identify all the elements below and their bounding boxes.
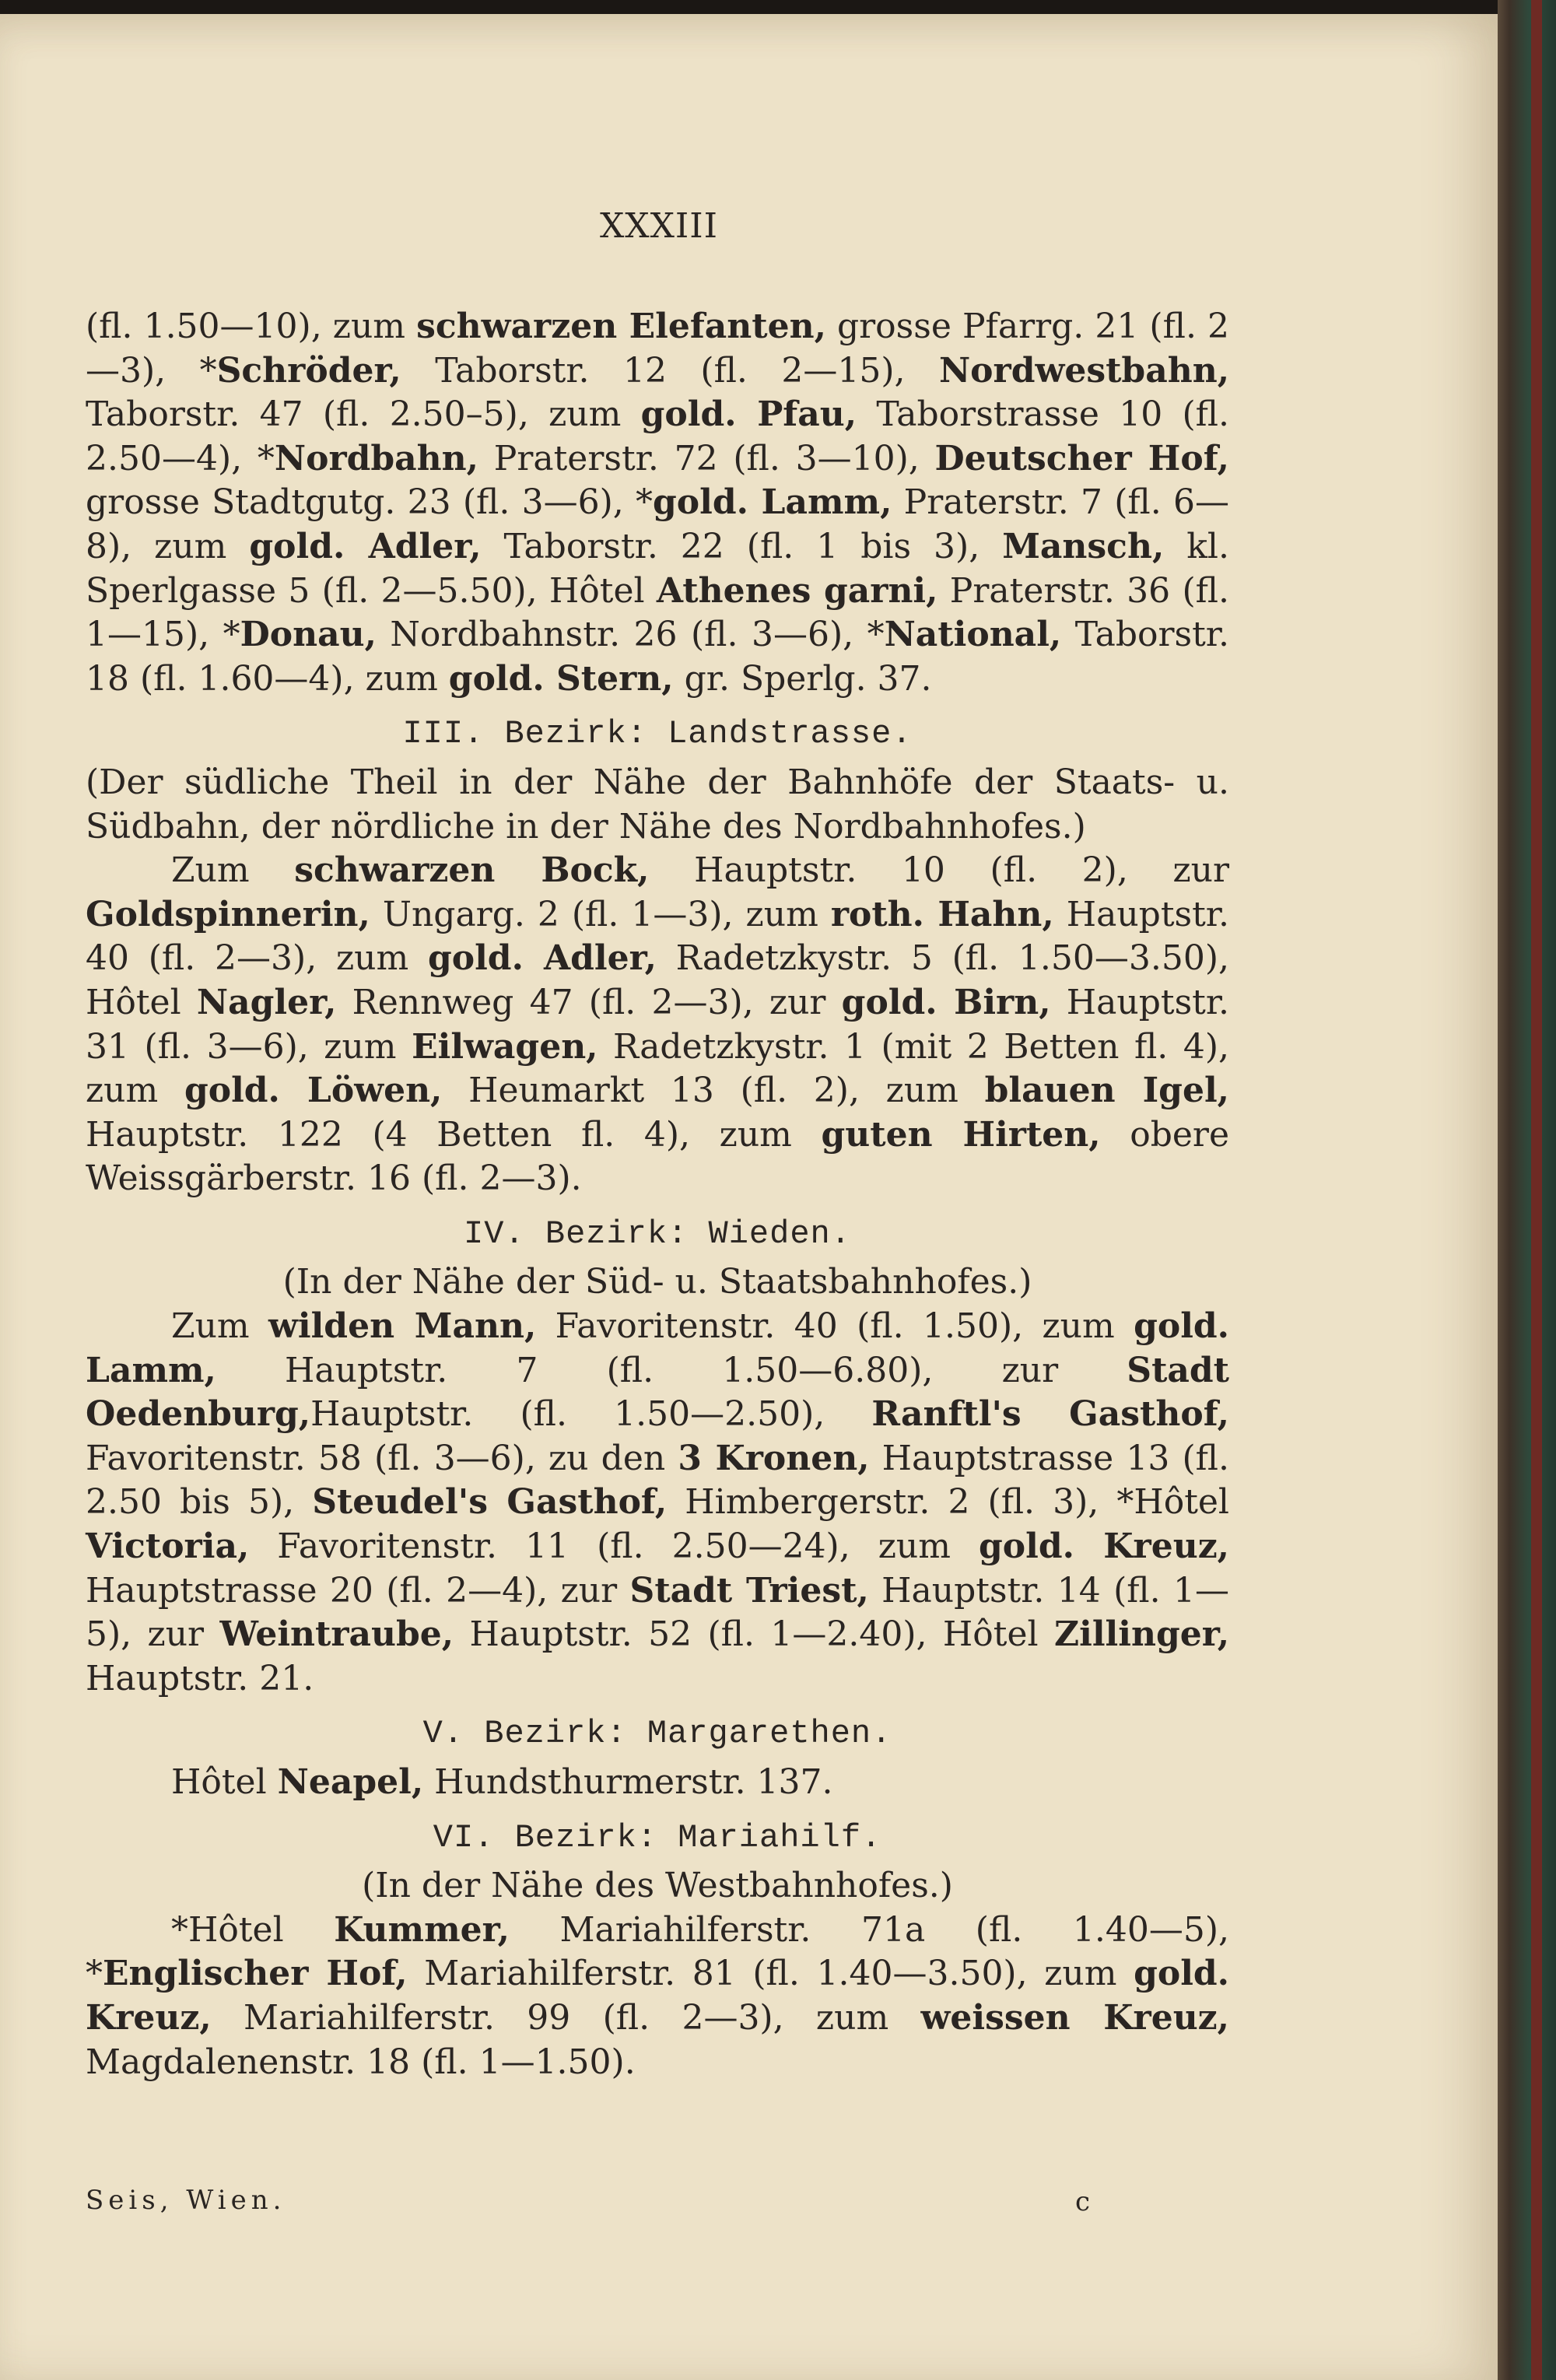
book-edge bbox=[1498, 0, 1556, 2380]
entry-text: Taborstrasse 10 (fl. 2.50—4), * bbox=[86, 394, 1230, 478]
entry-text: grosse Pfarrg. 21 (fl. 2—3), * bbox=[86, 307, 1230, 391]
entry-text: Himbergerstr. 2 (fl. 3), *Hôtel bbox=[667, 1482, 1229, 1523]
entry-text: Taborstr. 47 (fl. 2.50–5), zum bbox=[86, 394, 641, 435]
hotel-name: gold. Kreuz, bbox=[86, 1954, 1229, 2038]
hotel-name: Victoria, bbox=[86, 1526, 250, 1567]
hotel-name: Neapel, bbox=[277, 1762, 424, 1802]
hotel-name: Deutscher Hof, bbox=[934, 438, 1229, 478]
hotel-name: gold. Löwen, bbox=[184, 1071, 443, 1111]
district-entries bbox=[86, 1305, 1229, 1701]
entry-text: Praterstr. 36 (fl. 1—15), * bbox=[86, 570, 1229, 655]
hotel-name: gold. Pfau, bbox=[640, 394, 857, 435]
entry-text: Rennweg 47 (fl. 2—3), zur bbox=[336, 982, 842, 1022]
entry-text: Ungarg. 2 (fl. 1—3), zum bbox=[370, 894, 831, 934]
entry-text: Mariahilferstr. 99 (fl. 2—3), zum bbox=[211, 1997, 921, 2038]
entry-text: grosse Stadtgutg. 23 (fl. 3—6), * bbox=[86, 482, 654, 523]
district-note: (In der Nähe des Westbahnhofes.) bbox=[362, 1866, 953, 1906]
entry-text: Magdalenenstr. 18 (fl. 1—1.50). bbox=[86, 2042, 636, 2082]
entry-text: Hauptstrasse 13 (fl. 2.50 bis 5), bbox=[86, 1438, 1230, 1523]
entry-text: obere Weissgärberstr. 16 (fl. 2—3). bbox=[86, 1114, 1229, 1199]
hotel-name: gold. Adler, bbox=[427, 938, 657, 979]
hotel-name: Goldspinnerin, bbox=[86, 894, 370, 934]
hotel-name: gold. Adler, bbox=[249, 526, 482, 566]
entry-text: Hauptstr. (fl. 1.50—2.50), bbox=[310, 1394, 872, 1435]
hotel-name: Zillinger, bbox=[1053, 1614, 1230, 1655]
entry-text: Favoritenstr. 58 (fl. 3—6), zu den bbox=[86, 1438, 678, 1478]
hotel-name: Nagler, bbox=[196, 982, 337, 1022]
entry-text: *Hôtel bbox=[171, 1909, 335, 1950]
intro-paragraph bbox=[86, 305, 1229, 701]
entry-text: Heumarkt 13 (fl. 2), zum bbox=[442, 1071, 985, 1111]
entry-text: Taborstr. 18 (fl. 1.60—4), zum bbox=[86, 615, 1229, 699]
district-entries bbox=[86, 1909, 1229, 2084]
hotel-name: Eilwagen, bbox=[412, 1026, 598, 1067]
hotel-name: Mansch, bbox=[1002, 526, 1165, 566]
hotel-name: roth. Hahn, bbox=[830, 894, 1054, 934]
entry-text: (fl. 1.50—10), zum bbox=[86, 307, 417, 346]
entry-text: Mariahilferstr. 71a (fl. 1.40—5), * bbox=[86, 1909, 1230, 1994]
entry-text: kl. Sperlgasse 5 (fl. 2—5.50), Hôtel bbox=[86, 526, 1229, 611]
footer-signature: Seis, Wien. bbox=[86, 2185, 286, 2216]
entry-text: Hauptstr. 40 (fl. 2—3), zum bbox=[86, 894, 1229, 979]
entry-text: Taborstr. 22 (fl. 1 bis 3), bbox=[481, 526, 1003, 566]
page-number: XXXIII bbox=[599, 206, 719, 246]
hotel-name: 3 Kronen, bbox=[678, 1438, 870, 1478]
district-note: (In der Nähe der Süd- u. Staatsbahnhofes.) bbox=[282, 1262, 1032, 1302]
hotel-name: Schröder, bbox=[216, 350, 401, 391]
entry-text: Hauptstr. 10 (fl. 2), zur bbox=[649, 850, 1230, 891]
entry-text: Mariahilferstr. 81 (fl. 1.40—3.50), zum bbox=[407, 1954, 1134, 1994]
district-note: (Der südliche Theil in der Nähe der Bahnhöfe der Staats- u. Südbahn, der nördliche in der Nähe des Nordbahnhofes.) bbox=[86, 762, 1229, 846]
hotel-name: weissen Kreuz, bbox=[920, 1997, 1229, 2038]
entry-text: Hauptstrasse 20 (fl. 2—4), zur bbox=[86, 1570, 630, 1611]
district-entries bbox=[86, 1761, 1229, 1805]
entry-text: Hundsthurmerstr. 137. bbox=[423, 1762, 833, 1802]
district-heading: V. Bezirk: Margarethen. bbox=[422, 1715, 892, 1753]
entry-text: Nordbahnstr. 26 (fl. 3—6), * bbox=[376, 615, 885, 655]
hotel-name: schwarzen Elefanten, bbox=[416, 307, 826, 346]
district-heading: VI. Bezirk: Mariahilf. bbox=[433, 1818, 882, 1856]
entry-text: Taborstr. 12 (fl. 2—15), bbox=[401, 350, 939, 391]
entry-text: Radetzkystr. 5 (fl. 1.50—3.50), Hôtel bbox=[86, 938, 1229, 1022]
entry-text: Hauptstr. 52 (fl. 1—2.40), Hôtel bbox=[454, 1614, 1054, 1655]
entry-text: gr. Sperlg. 37. bbox=[673, 658, 932, 699]
hotel-name: gold. Stern, bbox=[448, 658, 674, 699]
sections bbox=[86, 712, 1229, 2084]
hotel-name: Donau, bbox=[240, 615, 377, 655]
hotel-name: wilden Mann, bbox=[268, 1306, 537, 1347]
entry-text: Hôtel bbox=[171, 1762, 278, 1802]
entry-text: Favoritenstr. 40 (fl. 1.50), zum bbox=[536, 1306, 1134, 1347]
hotel-name: Englischer Hof, bbox=[103, 1954, 408, 1994]
hotel-name: gold. Lamm, bbox=[653, 482, 892, 523]
hotel-name: Nordbahn, bbox=[274, 438, 478, 478]
entry-text: Radetzkystr. 1 (mit 2 Betten fl. 4), zum bbox=[86, 1026, 1229, 1111]
entry-text: Favoritenstr. 11 (fl. 2.50—24), zum bbox=[249, 1526, 980, 1567]
entry-text: Hauptstr. 7 (fl. 1.50—6.80), zur bbox=[216, 1350, 1127, 1390]
hotel-name: schwarzen Bock, bbox=[294, 850, 650, 891]
entry-text: Praterstr. 72 (fl. 3—10), bbox=[478, 438, 935, 478]
hotel-name: gold. Lamm, bbox=[86, 1306, 1229, 1390]
page-body bbox=[86, 305, 1229, 2084]
district-entries bbox=[86, 849, 1229, 1201]
hotel-name: Nordwestbahn, bbox=[938, 350, 1230, 391]
hotel-name: blauen Igel, bbox=[984, 1071, 1229, 1111]
entry-text: Zum bbox=[171, 1306, 268, 1347]
hotel-name: Athenes garni, bbox=[656, 570, 938, 611]
entry-text: Hauptstr. 122 (4 Betten fl. 4), zum bbox=[86, 1114, 822, 1155]
district-heading: IV. Bezirk: Wieden. bbox=[464, 1215, 851, 1253]
entry-text: Hauptstr. 14 (fl. 1—5), zur bbox=[86, 1570, 1229, 1655]
hotel-name: Kummer, bbox=[334, 1909, 510, 1950]
hotel-name: Ranftl's Gasthof, bbox=[871, 1394, 1229, 1435]
hotel-name: Steudel's Gasthof, bbox=[312, 1482, 668, 1523]
hotel-name: guten Hirten, bbox=[821, 1114, 1101, 1155]
hotel-name: gold. Birn, bbox=[841, 982, 1051, 1022]
hotel-name: Stadt Triest, bbox=[629, 1570, 869, 1611]
entry-text: Hauptstr. 31 (fl. 3—6), zum bbox=[86, 982, 1230, 1067]
book-spine-stripe bbox=[1531, 0, 1542, 2380]
hotel-name: National, bbox=[884, 615, 1062, 655]
hotel-name: Stadt Oedenburg, bbox=[86, 1350, 1229, 1435]
hotel-name: gold. Kreuz, bbox=[979, 1526, 1229, 1567]
hotel-name: Weintraube, bbox=[219, 1614, 454, 1655]
entry-text: Zum bbox=[171, 850, 295, 891]
entry-text: Hauptstr. 21. bbox=[86, 1658, 314, 1698]
footer-sheet-mark: c bbox=[1075, 2186, 1091, 2217]
entry-text: Praterstr. 7 (fl. 6—8), zum bbox=[86, 482, 1229, 566]
district-heading: III. Bezirk: Landstrasse. bbox=[402, 715, 913, 753]
